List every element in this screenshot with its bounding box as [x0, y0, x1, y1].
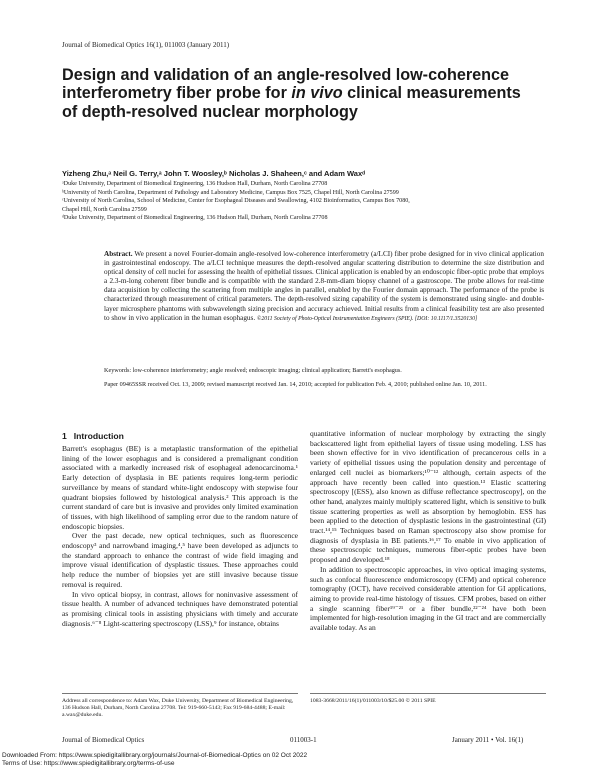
- issn-line: 1083-3668/2011/16(1)/011003/10/$25.00 © 2011 SPIE: [310, 698, 436, 704]
- abstract-copyright: ©2011 Society of Photo-Optical Instrumentation Engineers (SPIE). [DOI: 10.1117/1.3520130]: [256, 315, 478, 322]
- footer-journal: Journal of Biomedical Optics: [62, 736, 145, 744]
- affiliation-b: ᵇUniversity of North Carolina, Department of Pathology and Laboratory Medicine, Campus Box 7525, Chapel Hill, North Carolina 27599: [62, 189, 399, 196]
- paragraph: Barrett's esophagus (BE) is a metaplastic transformation of the epithelial lining of the lower esophagus and is considered a premalignant condition associated with a markedly increased risk of esophageal adenocarcinoma.¹ Early detection of dysplasia in BE patients requires long-term periodic surveillance by means of standard white-light endoscopy with stepwise four quadrant biopsies followed by histological analysis.² This approach is the current standard of care but is invasive and provides only limited examination of tissues, with high likelihood of sampling error due to the random nature of endoscopic biopsies.: [62, 444, 298, 531]
- terms-line: Terms of Use: https://www.spiedigitallibrary.org/terms-of-use: [2, 760, 175, 768]
- paragraph: quantitative information of nuclear morphology by extracting the singly backscattered light from epithelial layers of tissue using modeling. LSS has been shown effective for in vivo identification of precancerous cells in a variety of epithelial tissues using the population density and percentage of enlarged cell nuclei as biomarkers;¹⁰⁻¹² although, certain aspects of the approach have recently been called into question.¹³ Elastic scattering spectroscopy [(ESS), also known as diffuse reflectance spectroscopy], on the other hand, analyzes mainly multiply scattered light, which is sensitive to bulk tissue scattering properties as well as absorption by hemoglobin. ESS has been applied to the detection of dysplastic lesions in the gastrointestinal (GI) tract.¹⁴,¹⁵ Techniques based on Raman spectroscopy also show promise for diagnosis of dysplasia in BE patients.¹⁶,¹⁷ To enable in vivo application of these spectroscopic techniques, numerous fiber-optic probes have been proposed and developed.¹⁸: [310, 429, 546, 565]
- footer-page-number: 011003-1: [290, 736, 317, 744]
- keywords: Keywords: low-coherence interferometry; angle resolved; endoscopic imaging; clinical application; Barrett's esophagus.: [104, 367, 402, 374]
- right-column: [310, 429, 546, 633]
- paragraph: In addition to spectroscopic approaches, in vivo optical imaging systems, such as confocal fluorescence endomicroscopy (CFM) and optical coherence tomography (OCT), have received considerable attention for GI applications, aiming to provide real-time histology of tissues. CFM probes, based on either a single scanning fiber¹⁹⁻²¹ or a fiber bundle,²²⁻²⁴ have both been implemented for high-resolution imaging in the GI tract and are commercially available today. As an: [310, 564, 546, 633]
- download-notice: [2, 752, 307, 769]
- affiliation-d: ᵈDuke University, Department of Biomedical Engineering, 136 Hudson Hall, Durham, North Carolina 27708: [62, 215, 328, 222]
- abstract-label: Abstract.: [104, 250, 133, 258]
- section-title: Introduction: [73, 431, 124, 441]
- correspondence-footnote: Address all correspondence to: Adam Wax, Duke University, Department of Biomedical Engineering, 136 Hudson Hall, Durham, North Carolina 27708. Tel: 919-660-5143; Fax 919-684-4488; E-mail: a.wax@duke.edu.: [62, 698, 294, 719]
- paper-history: Paper 09465SSR received Oct. 13, 2009; revised manuscript received Jan. 14, 2010; accepted for publication Feb. 4, 2010; published online Jan. 10, 2011.: [104, 381, 487, 388]
- download-line: Downloaded From: https://www.spiedigitallibrary.org/journals/Journal-of-Biomedical-Optics on 02 Oct 2022: [2, 752, 308, 759]
- paragraph: In vivo optical biopsy, in contrast, allows for noninvasive assessment of tissue health. A number of advanced techniques have demonstrated potential as promising clinical tools in assisting physicians with timely and accurate diagnosis.⁶⁻⁸ Light-scattering spectroscopy (LSS),⁹ for instance, obtains: [62, 589, 298, 628]
- issn-divider: [310, 693, 546, 694]
- title-part-1: Design and validation of an angle-resolved low-coherence interferometry fiber probe for: [62, 66, 510, 103]
- affiliation-a: ᵃDuke University, Department of Biomedical Engineering, 136 Hudson Hall, Durham, North Carolina 27708: [62, 181, 328, 187]
- abstract-text: We present a novel Fourier-domain angle-resolved low-coherence interferometry (a/LCI) fiber probe designed for in vivo clinical application in gastrointestinal endoscopy. The a/LCI technique measures the depth-resolved angular scattering distribution to determine the size distribution and optical density of cell nuclei for assessing the health of epithelial tissues. Clinical application is enabled by an endoscopic fiber-optic probe that employs a 2.3-m-long coherent fiber bundle and is compatible with the standard 2.8-mm-diam biopsy channel of a gastroscope. The probe allows for real-time data acquisition by collecting the scattering from multiple angles in parallel, enabled by the Fourier domain approach. The performance of the probe is characterized through measurement of critical parameters. The depth-resolved sizing capability of the system is demonstrated using single- and double-layer microsphere phantoms with subwavelength sizing precision and accuracy achieved. Initial results from a clinical feasibility test are also presented to show in vivo application in the human esophagus.: [104, 250, 544, 322]
- title-italic: in vivo: [291, 84, 343, 103]
- affiliations: [62, 180, 422, 223]
- affiliation-c: ᶜUniversity of North Carolina, School of Medicine, Center for Esophageal Diseases and Swallowing, 4102 Bioinformatics, Campus Box 7080, Chapel Hill, North Carolina 27599: [62, 198, 410, 213]
- author-list: Yizheng Zhu,ᵃ Neil G. Terry,ᵃ John T. Woosley,ᵇ Nicholas J. Shaheen,ᶜ and Adam Waxᵈ: [62, 169, 366, 178]
- left-column: [62, 444, 298, 628]
- footer-volume: January 2011 • Vol. 16(1): [452, 736, 524, 744]
- paragraph: Over the past decade, new optical techniques, such as fluorescence endoscopy³ and narrowband imaging,⁴,⁵ have been developed as adjuncts to the standard approach to enhance the contrast of wide field imaging and improve visual identification of dysplastic tissues. These approaches could help reduce the number of biopsies yet are still invasive because tissue removal is required.: [62, 531, 298, 589]
- paper-title: [62, 66, 532, 121]
- abstract: [104, 250, 544, 324]
- title-part-2: clinical measurements of depth-resolved nuclear morphology: [62, 84, 521, 121]
- section-number: 1: [62, 431, 67, 441]
- footnote-divider: [62, 693, 298, 694]
- journal-header: Journal of Biomedical Optics 16(1), 011003 (January 2011): [62, 41, 230, 49]
- section-heading: [62, 431, 124, 441]
